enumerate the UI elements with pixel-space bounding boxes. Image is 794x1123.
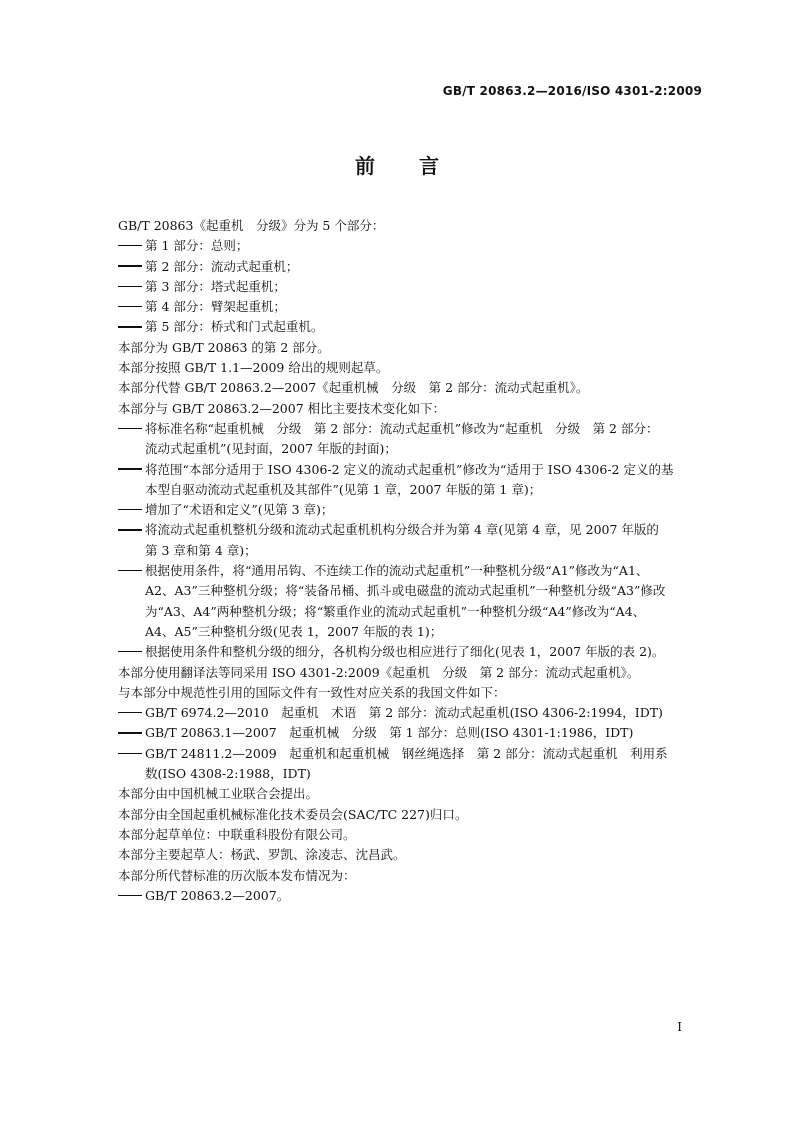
paragraph-line [118,622,708,642]
line-text: 数(ISO 4308-2:1988，IDT) [145,766,311,782]
em-dash-bullet [118,744,145,764]
paragraph-line [118,784,708,804]
line-text: 第 3 部分：塔式起重机； [145,278,286,294]
line-text: 为“A3、A4”两种整机分级；将“繁重作业的流动式起重机”一种整机分级“A4”修改为“A4、 [145,603,646,619]
paragraph-line [118,358,708,378]
em-dash-bullet [118,561,145,581]
line-text: A2、A3”三种整机分级；将“装备吊桶、抓斗或电磁盘的流动式起重机”一种整机分级“A3”修改 [145,583,666,599]
line-text: 增加了“术语和定义”(见第 3 章)； [145,502,334,518]
list-item [118,317,708,337]
line-text: 本部分为 GB/T 20863 的第 2 部分。 [118,339,330,355]
paragraph-line [118,845,708,865]
line-text: GB/T 24811.2—2009 起重机和起重机械 钢丝绳选择 第 2 部分：流动式起重机 利用系 [145,745,668,761]
line-text: GB/T 20863.2—2007。 [145,887,290,903]
line-text: 流动式起重机”(见封面，2007 年版的封面)； [145,441,397,457]
list-item [118,703,708,723]
em-dash-bullet [118,520,145,540]
line-text: 第 2 部分：流动式起重机； [145,258,299,274]
list-item [118,744,708,764]
em-dash-bullet [118,723,145,743]
em-dash-bullet [118,317,145,337]
line-text: 本部分所代替标准的历次版本发布情况为： [118,867,356,883]
em-dash-bullet [118,257,145,277]
line-text: A4、A5”三种整机分级(见表 1，2007 年版的表 1)； [145,623,443,639]
foreword-body [118,216,708,906]
list-item [118,500,708,520]
em-dash-bullet [118,642,145,662]
paragraph-line [118,825,708,845]
line-text: 第 3 章和第 4 章)； [145,542,257,558]
line-text: 根据使用条件，将“通用吊钩、不连续工作的流动式起重机”一种整机分级“A1”修改为“A1、 [145,563,649,579]
line-text: 将流动式起重机整机分级和流动式起重机机构分级合并为第 4 章(见第 4 章，见 2007 年版的 [145,522,659,538]
line-text: GB/T 20863.1—2007 起重机械 分级 第 1 部分：总则(ISO 4301-1:1986，IDT) [145,725,634,741]
em-dash-bullet [118,419,145,439]
line-text: 将范围“本部分适用于 ISO 4306-2 定义的流动式起重机”修改为“适用于 ISO 4306-2 定义的基 [145,461,674,477]
list-item [118,520,708,540]
paragraph-line [118,805,708,825]
line-text: 第 4 部分：臂架起重机； [145,299,286,315]
em-dash-bullet [118,886,145,906]
list-item [118,460,708,480]
em-dash-bullet [118,460,145,480]
list-item [118,277,708,297]
paragraph-line [118,663,708,683]
list-item [118,236,708,256]
line-text: 第 5 部分：桥式和门式起重机。 [145,319,324,335]
list-item [118,561,708,581]
line-text: 本型自驱动流动式起重机及其部件”(见第 1 章，2007 年版的第 1 章)； [145,481,542,497]
line-text: 第 1 部分：总则； [145,238,249,254]
line-text: 本部分按照 GB/T 1.1—2009 给出的规则起草。 [118,360,389,376]
paragraph-line [118,439,708,459]
standard-number-header: GB/T 20863.2—2016/ISO 4301-2:2009 [442,84,702,98]
paragraph-line [118,764,708,784]
line-text: 与本部分中规范性引用的国际文件有一致性对应关系的我国文件如下： [118,684,506,700]
paragraph-line [118,338,708,358]
line-text: 本部分起草单位：中联重科股份有限公司。 [118,826,356,842]
em-dash-bullet [118,703,145,723]
line-text: 本部分由中国机械工业联合会提出。 [118,786,319,802]
line-text: 本部分主要起草人：杨武、罗凯、涂凌志、沈昌武。 [118,847,406,863]
paragraph-line [118,216,708,236]
em-dash-bullet [118,297,145,317]
list-item [118,297,708,317]
line-text: GB/T 6974.2—2010 起重机 术语 第 2 部分：流动式起重机(ISO 4306-2:1994，IDT) [145,705,663,721]
em-dash-bullet [118,277,145,297]
paragraph-line [118,581,708,601]
line-text: 根据使用条件和整机分级的细分，各机构分级也相应进行了细化(见表 1，2007 年版的表 2)。 [145,644,665,660]
list-item [118,257,708,277]
list-item [118,886,708,906]
paragraph-line [118,378,708,398]
line-text: 本部分由全国起重机械标准化技术委员会(SAC/TC 227)归口。 [118,806,468,822]
paragraph-line [118,866,708,886]
list-item [118,723,708,743]
paragraph-line [118,541,708,561]
paragraph-line [118,480,708,500]
line-text: 将标准名称“起重机械 分级 第 2 部分：流动式起重机”修改为“起重机 分级 第 2 部分： [145,420,659,436]
list-item [118,642,708,662]
page-title: 前言 [355,154,483,178]
paragraph-line [118,683,708,703]
page-number: I [677,1020,682,1034]
paragraph-line [118,602,708,622]
list-item [118,419,708,439]
line-text: 本部分与 GB/T 20863.2—2007 相比主要技术变化如下： [118,400,446,416]
em-dash-bullet [118,236,145,256]
line-text: 本部分代替 GB/T 20863.2—2007《起重机械 分级 第 2 部分：流动式起重机》。 [118,380,589,396]
line-text: 本部分使用翻译法等同采用 ISO 4301-2:2009《起重机 分级 第 2 部分：流动式起重机》。 [118,664,640,680]
line-text: GB/T 20863《起重机 分级》分为 5 个部分： [118,218,385,233]
paragraph-line [118,399,708,419]
em-dash-bullet [118,500,145,520]
